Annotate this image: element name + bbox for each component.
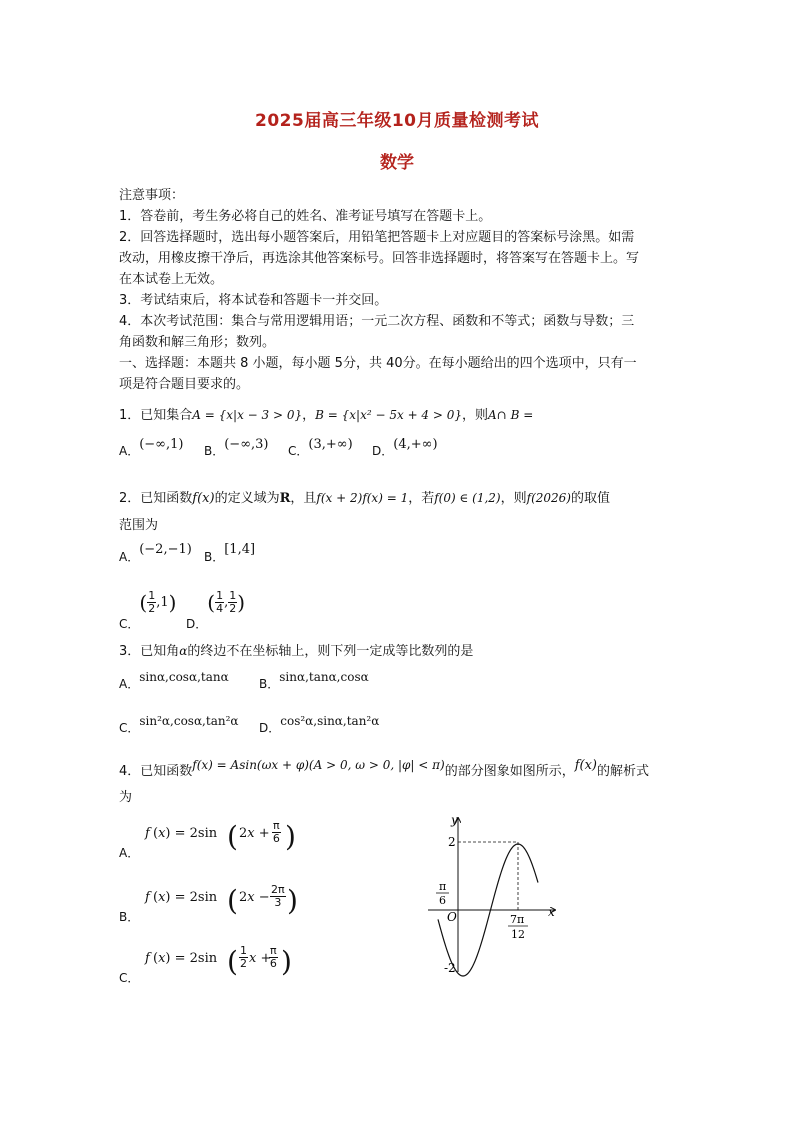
- q1-option-a[interactable]: A．(−∞,1): [119, 437, 184, 458]
- q3-option-a[interactable]: A．sinα,cosα,tanα: [119, 670, 229, 691]
- q2-text: 的取值: [570, 491, 610, 506]
- origin-label: O: [447, 910, 457, 924]
- q1-tail: ，则: [462, 408, 489, 423]
- q2-real-set: R: [279, 491, 291, 506]
- y-axis-label: y: [451, 813, 458, 827]
- q4-option-c[interactable]: C． f (x) = 2sin ( $\frac{1}{2}$ x + $\frac{\pi}{6}$ ): [119, 944, 292, 985]
- notice-line: 1．答卷前，考生务必将自己的姓名、准考证号填写在答题卡上。: [119, 209, 492, 224]
- q2-target: f(2026): [526, 491, 571, 505]
- exam-subject: 数学: [380, 153, 414, 173]
- q1-option-c[interactable]: C．(3,+∞): [288, 437, 353, 458]
- q4-function-graph: [420, 810, 570, 980]
- question-2: [119, 487, 610, 506]
- q4-prefix: 4．已知函数: [119, 764, 193, 779]
- q3-option-d[interactable]: D．cos²α,sinα,tan²α: [259, 714, 380, 735]
- x-axis-label: x: [548, 905, 555, 919]
- q4-option-a[interactable]: A． f (x) = 2sin ( 2x + $\frac{\pi}{6}$ ): [119, 819, 296, 860]
- q1-set-a: A = {x|x − 3 > 0}: [192, 408, 303, 422]
- q1-option-b[interactable]: B．(−∞,3): [204, 437, 269, 458]
- q1-comma: ，: [302, 408, 316, 423]
- notice-line: 角函数和解三角形；数列。: [119, 335, 276, 350]
- q2-condition: f(0) ∈ (1,2): [434, 491, 501, 505]
- q1-option-d[interactable]: D．(4,+∞): [372, 437, 438, 458]
- pos-tick-num: 7π: [510, 913, 525, 926]
- q2-text: 的定义域为: [214, 491, 280, 506]
- pos-tick-den: 12: [511, 928, 525, 941]
- q1-set-b: B = {x|x² − 5x + 4 > 0}: [315, 408, 463, 422]
- q2-text: ，若: [408, 491, 435, 506]
- q2-equation: f(x + 2)f(x) = 1: [316, 491, 409, 505]
- question-4: [119, 760, 649, 779]
- min-label: -2: [444, 961, 456, 975]
- notice-heading: 注意事项：: [119, 188, 185, 203]
- q3-option-b[interactable]: B．sinα,tanα,cosα: [259, 670, 369, 691]
- q2-option-c[interactable]: C．( $\frac{1}{2}$ ,1): [119, 589, 177, 631]
- q4-option-b[interactable]: B． f (x) = 2sin ( 2x − $\frac{2\pi}{3}$ ): [119, 883, 298, 924]
- q4-text: 的部分图象如图所示，: [444, 764, 575, 779]
- notice-line: 3．考试结束后，将本试卷和答题卡一并交回。: [119, 293, 388, 308]
- q1-expr: A∩ B =: [488, 408, 534, 422]
- q3-text: 的终边不在坐标轴上，则下列一定成等比数列的是: [187, 644, 474, 659]
- q2-prefix: 2．已知函数: [119, 491, 193, 506]
- notice-line: 在本试卷上无效。: [119, 272, 224, 287]
- notice-line: 改动，用橡皮擦干净后，再选涂其他答案标号。回答非选择题时，将答案写在答题卡上。写: [119, 251, 640, 266]
- max-label: 2: [448, 835, 456, 849]
- q2-line2: 范围为: [119, 518, 159, 533]
- notice-line: 4．本次考试范围：集合与常用逻辑用语；一元二次方程、函数和不等式；函数与导数；三: [119, 314, 635, 329]
- q3-alpha: α: [179, 644, 188, 658]
- question-1: [119, 404, 533, 423]
- exam-title: 2025届高三年级10月质量检测考试: [255, 111, 539, 131]
- section-heading: 一、选择题：本题共 8 小题，每小题 5分，共 40分。在每小题给出的四个选项中，只有一: [119, 356, 637, 371]
- q2-fx: f(x): [192, 491, 215, 506]
- q4-function: f(x) = Asin(ωx + φ)(A > 0, ω > 0, |φ| < π): [192, 758, 445, 772]
- question-3: [119, 640, 473, 659]
- neg-tick-den: 6: [439, 894, 446, 907]
- q4-line2: 为: [119, 790, 133, 805]
- q4-fx: f(x): [574, 758, 598, 773]
- q2-text: ，且: [290, 491, 317, 506]
- q2-text: ，则: [500, 491, 527, 506]
- q4-text: 的解析式: [597, 764, 650, 779]
- q2-option-a[interactable]: A．(−2,−1): [119, 542, 192, 564]
- section-heading-cont: 项是符合题目要求的。: [119, 377, 250, 392]
- q3-option-c[interactable]: C．sin²α,cosα,tan²α: [119, 714, 239, 735]
- q1-prefix: 1．已知集合: [119, 408, 193, 423]
- notice-line: 2．回答选择题时，选出每小题答案后，用铅笔把答题卡上对应题目的答案标号涂黑。如需: [119, 230, 635, 245]
- q2-option-d[interactable]: D．( $\frac{1}{4}$ , $\frac{1}{2}$ ): [186, 589, 246, 631]
- neg-tick-num: π: [439, 880, 447, 893]
- q2-option-b[interactable]: B．[1,4]: [204, 542, 256, 564]
- q3-prefix: 3．已知角: [119, 644, 180, 659]
